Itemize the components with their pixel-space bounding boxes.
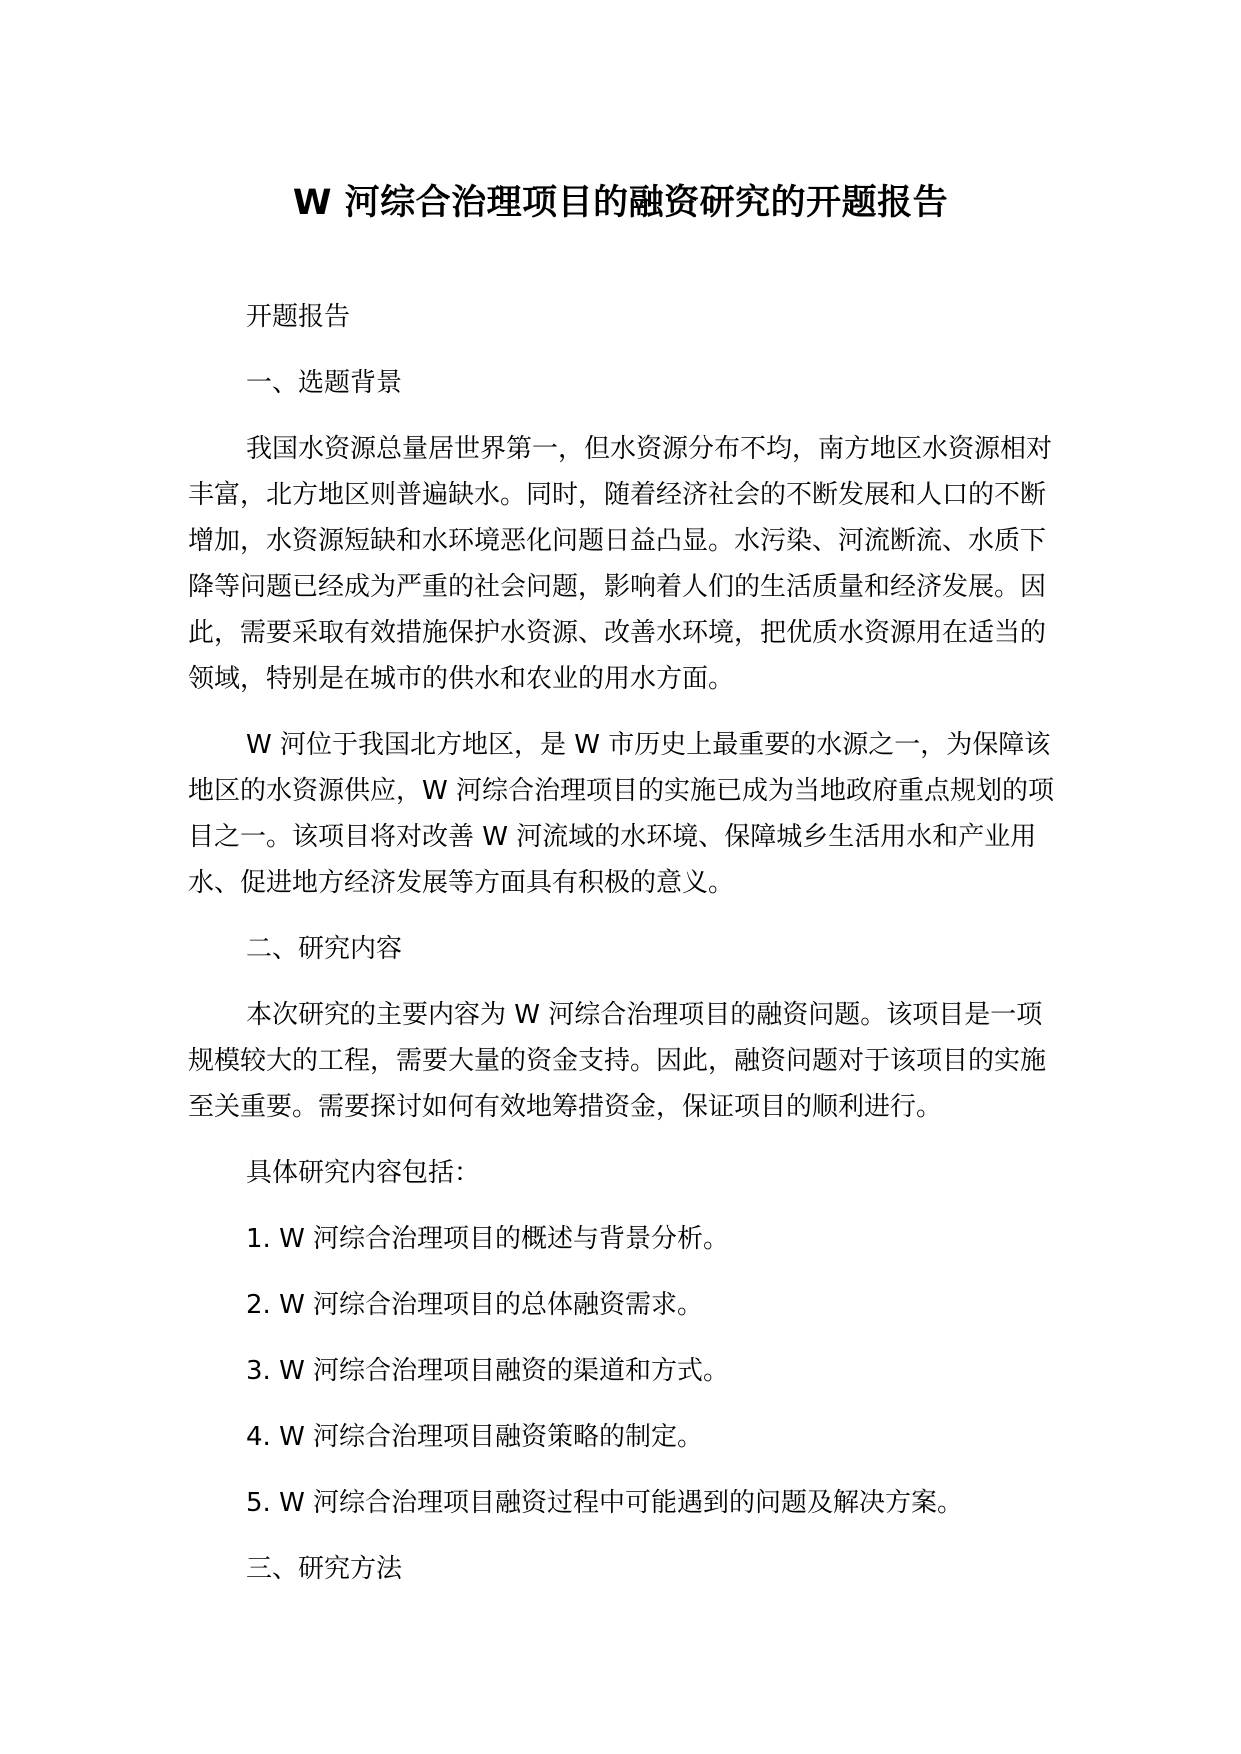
report-label: 开题报告: [246, 302, 351, 332]
list-item-3: 3. W 河综合治理项目融资的渠道和方式。: [246, 1356, 730, 1386]
document-body: [188, 294, 1068, 1612]
section-3-heading: 三、研究方法: [246, 1554, 403, 1584]
list-item-5: 5. W 河综合治理项目融资过程中可能遇到的问题及解决方案。: [246, 1488, 964, 1518]
section-1-paragraph-1: 我国水资源总量居世界第一，但水资源分布不均，南方地区水资源相对丰富，北方地区则普遍缺水。同时，随着经济社会的不断发展和人口的不断增加，水资源短缺和水环境恶化问题日益凸显。水污染、河流断流、水质下降等问题已经成为严重的社会问题，影响着人们的生活质量和经济发展。因此，需要采取有效措施保护水资源、改善水环境，把优质水资源用在适当的领域，特别是在城市的供水和农业的用水方面。: [188, 434, 1053, 694]
list-item-2: 2. W 河综合治理项目的总体融资需求。: [246, 1290, 704, 1320]
list-item-4: 4. W 河综合治理项目融资策略的制定。: [246, 1422, 704, 1452]
section-2-heading: 二、研究内容: [246, 934, 403, 964]
section-1-paragraph-2: W 河位于我国北方地区，是 W 市历史上最重要的水源之一，为保障该地区的水资源供应，W 河综合治理项目的实施已成为当地政府重点规划的项目之一。该项目将对改善 W 河流域的水环境、保障城乡生活用水和产业用水、促进地方经济发展等方面具有积极的意义。: [188, 730, 1054, 898]
section-2-list-intro: 具体研究内容包括：: [246, 1158, 481, 1188]
document-title: W 河综合治理项目的融资研究的开题报告: [292, 183, 949, 223]
list-item-1: 1. W 河综合治理项目的概述与背景分析。: [246, 1224, 730, 1254]
section-2-paragraph: 本次研究的主要内容为 W 河综合治理项目的融资问题。该项目是一项规模较大的工程，需要大量的资金支持。因此，融资问题对于该项目的实施至关重要。需要探讨如何有效地筹措资金，保证项目的顺利进行。: [188, 1000, 1047, 1122]
section-1-heading: 一、选题背景: [246, 368, 403, 398]
